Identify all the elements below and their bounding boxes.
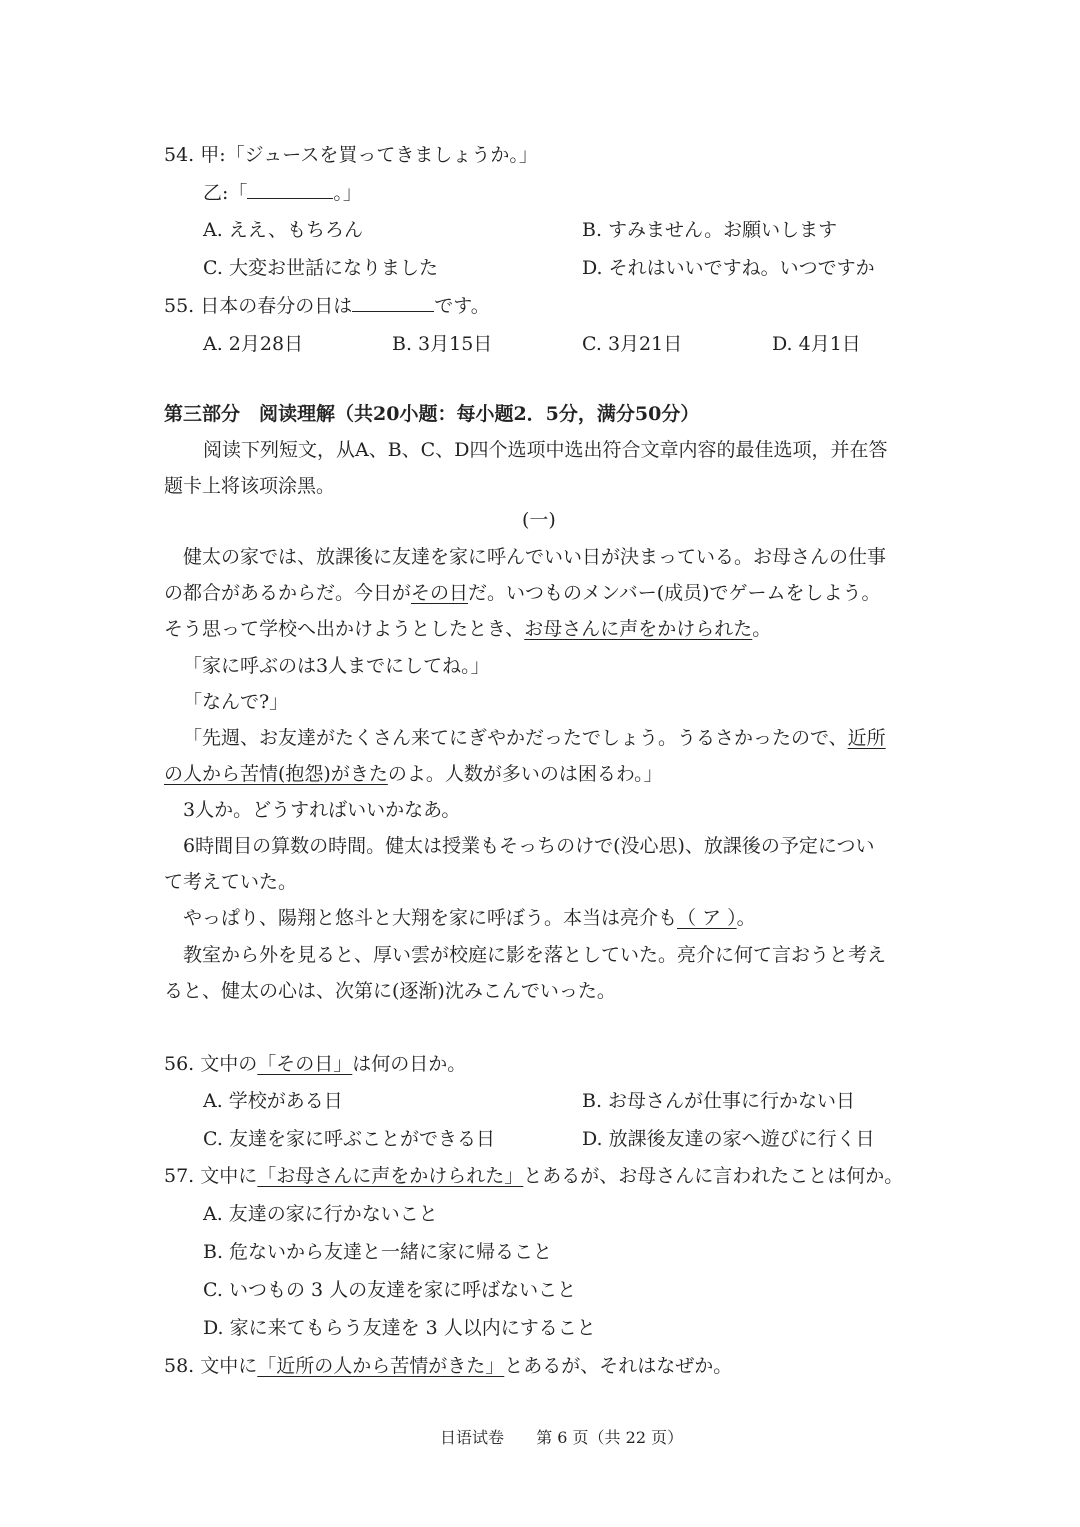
passage-line: 「なんで?」: [183, 691, 289, 713]
underlined-phrase: お母さんに声をかけられた: [524, 618, 753, 640]
question-number: 56.: [164, 1053, 195, 1075]
fill-in-blank-a: （ ア ）: [677, 907, 737, 929]
option-a: A. 学校がある日: [203, 1090, 343, 1112]
passage-text: 。: [736, 907, 756, 929]
passage-line: [164, 762, 663, 786]
underlined-phrase: その日: [411, 582, 469, 604]
q56-stem: [164, 1052, 466, 1076]
answer-blank: [352, 295, 434, 312]
quote-open: 「: [228, 182, 248, 204]
stem-text: 日本の春分の日は: [200, 295, 353, 317]
stem-text: です。: [434, 295, 490, 317]
passage-line: [183, 726, 886, 750]
passage-line: 教室から外を見ると、厚い雲が校庭に影を落としていた。亮介に何て言おうと考え: [183, 944, 887, 966]
option-b: B. すみません。お願いします: [582, 219, 838, 241]
passage-text: の都合があるからだ。今日が: [164, 582, 412, 604]
option-b: B. お母さんが仕事に行かない日: [582, 1090, 856, 1112]
passage-line: 「家に呼ぶのは3人までにしてね。」: [183, 655, 490, 677]
passage-line: 3人か。どうすればいいかなあ。: [183, 799, 461, 821]
option-c: C. いつもの 3 人の友達を家に呼ばないこと: [203, 1279, 577, 1301]
page-footer: [440, 1428, 683, 1448]
option-c: C. 3月21日: [582, 333, 683, 355]
stem-text: 文中に: [200, 1355, 258, 1377]
option-a: A. ええ、もちろん: [203, 219, 363, 241]
question-number: 58.: [164, 1355, 195, 1377]
option-d: D. 家に来てもらう友達を 3 人以内にすること: [203, 1317, 596, 1339]
option-a: A. 友達の家に行かないこと: [203, 1203, 438, 1225]
passage-text: だ。いつものメンバー(成员)でゲームをしよう。: [468, 582, 881, 604]
passage-line: 健太の家では、放課後に友達を家に呼んでいい日が決まっている。お母さんの仕事: [183, 546, 887, 568]
stem-text: とあるが、お母さんに言われたことは何か。: [523, 1165, 904, 1187]
option-d: D. 4月1日: [772, 333, 861, 355]
passage-line: て考えていた。: [164, 871, 298, 893]
question-number: 55.: [164, 295, 195, 317]
underlined-phrase: の人から苦情(抱怨)がきた: [164, 763, 388, 785]
section-instruction-cont: 题卡上将该项涂黑。: [164, 475, 336, 497]
q57-stem: [164, 1164, 903, 1188]
passage-line: [183, 906, 756, 930]
passage-text: のよ。人数が多いのは困るわ。」: [387, 763, 663, 785]
passage-text: そう思って学校へ出かけようとしたとき、: [164, 618, 525, 640]
option-a: A. 2月28日: [203, 333, 304, 355]
quote-close: 。」: [333, 182, 362, 204]
footer-subject: 日语试卷: [440, 1428, 505, 1447]
stem-text: 文中の: [200, 1053, 258, 1075]
option-b: B. 3月15日: [392, 333, 493, 355]
underlined-phrase: 「お母さんに声をかけられた」: [257, 1165, 524, 1187]
option-c: C. 友達を家に呼ぶことができる日: [203, 1128, 495, 1150]
answer-blank: [247, 182, 333, 199]
underlined-phrase: 「近所の人から苦情がきた」: [257, 1355, 505, 1377]
passage-text: 。: [752, 618, 772, 640]
speaker-b: 乙:: [203, 182, 229, 204]
q58-stem: [164, 1354, 732, 1378]
q55-stem: [164, 294, 490, 318]
passage-line: [164, 617, 771, 641]
q54-response: [203, 181, 362, 205]
underlined-phrase: 近所: [847, 727, 886, 749]
speaker-a: 甲:: [200, 144, 226, 166]
option-d: D. それはいいですね。いつですか: [582, 257, 875, 279]
question-number: 54.: [164, 144, 195, 166]
footer-page-number: 第 6 页（共 22 页）: [536, 1428, 684, 1447]
option-b: B. 危ないから友達と一緒に家に帰ること: [203, 1241, 553, 1263]
passage-text: 「先週、お友達がたくさん来てにぎやかだったでしょう。うるさかったので、: [183, 727, 848, 749]
passage-number: (一): [522, 509, 556, 531]
option-c: C. 大変お世話になりました: [203, 257, 438, 279]
dialogue-line: 「ジュースを買ってきましょうか。」: [225, 144, 538, 166]
stem-text: とあるが、それはなぜか。: [504, 1355, 733, 1377]
section-instruction: 阅读下列短文，从A、B、C、D四个选项中选出符合文章内容的最佳选项，并在答: [203, 439, 888, 461]
passage-line: 6時間目の算数の時間。健太は授業もそっちのけで(没心思)、放課後の予定につい: [183, 835, 875, 857]
passage-line: [164, 581, 881, 605]
q54-stem: [164, 143, 538, 167]
option-d: D. 放課後友達の家へ遊びに行く日: [582, 1128, 875, 1150]
passage-text: やっぱり、陽翔と悠斗と大翔を家に呼ぼう。本当は亮介も: [183, 907, 678, 929]
question-number: 57.: [164, 1165, 195, 1187]
stem-text: 文中に: [200, 1165, 258, 1187]
stem-text: は何の日か。: [352, 1053, 467, 1075]
section-heading: 第三部分 阅读理解（共20小题：每小题2．5分，满分50分）: [164, 403, 700, 425]
passage-line: ると、健太の心は、次第に(逐渐)沈みこんでいった。: [164, 980, 616, 1002]
underlined-phrase: 「その日」: [257, 1053, 353, 1075]
